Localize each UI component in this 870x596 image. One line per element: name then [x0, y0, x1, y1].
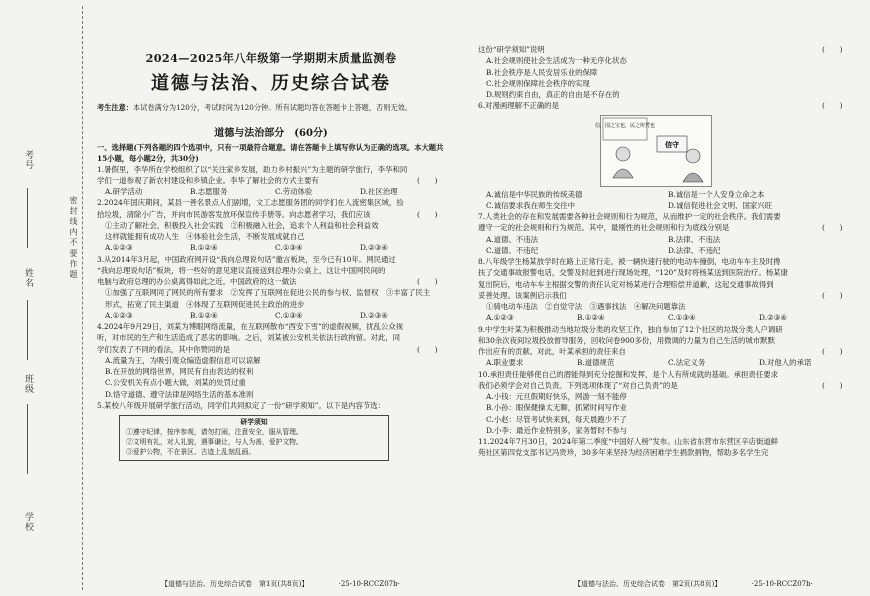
option-choice: D.社区治理 [360, 187, 398, 197]
option-choice: C.道德、不违纪 [486, 245, 539, 255]
option-choice: A.社会规则使社会生活成为一种无序化状态 [486, 56, 627, 66]
question-stem-line: 4.2024年9月29日，刘某为博眼网络流量，在互联网散布“西安下雪”的虚假视频，扰乱公众视 [97, 322, 404, 332]
footer-right-code: ·25-10-RCCZ07b· [751, 580, 813, 589]
label-kaohao: 考号 [23, 150, 33, 170]
exam-notice [97, 103, 445, 114]
question-stem-line: 扶了交通事故报警电话，交警及时赶到进行现场处理，“120”及时将杨某送到医院治疗。杨某康 [478, 268, 788, 278]
option-row [478, 189, 850, 200]
option-choice: A.小钱：元旦假期好快乐，网游一刻不能停 [486, 392, 627, 401]
answer-paren: ( ) [822, 223, 843, 233]
option-choice: C.小赵：尽管考试快来到，每天晨跑少不了 [486, 414, 627, 424]
question-block [97, 400, 445, 411]
question-stem-line: 作出应有的贡献。对此，叶某承担的责任来自 [478, 347, 626, 356]
option-choice: C.劳动体验 [275, 187, 313, 197]
research-box-item: ②文明有礼，对人礼貌，遇事谦让，与人为善，爱护文物。 [126, 437, 303, 446]
seal-notice: 密 封 线 内 不 要 作 题 [69, 196, 78, 278]
research-box-item: ①遵守纪律，按序参观，请勿打闹，注意安全，服从管理。 [126, 428, 303, 436]
option-row [478, 234, 850, 245]
question-block [478, 256, 850, 324]
option-choice: C.①③④ [668, 313, 696, 323]
question-stem-line: 和30余次夜间垃圾投放督导服务，回收问卷900多份，用微调的力量为自己生活的城市默默 [478, 335, 775, 345]
option-row [97, 242, 445, 253]
question-stem-line: 6.对漫画理解不正确的是 [478, 101, 559, 111]
option-choice: D.法律、不违纪 [668, 245, 721, 255]
exam-title-line1: 2024—2025年八年级第一学期期末质量监测卷 [145, 51, 397, 65]
banji-line [27, 404, 28, 474]
question-sub-statement: 这样就能拥有成功人生 ④体验社会生活，不断发展成就自己 [105, 232, 305, 242]
kaohao-line [27, 188, 28, 248]
question-stem-line: 1.暑假里，李华所在学校组织了以“关注家乡发展，助力乡村振兴”为主题的研学旅行，李华和同 [97, 164, 408, 174]
answer-paren: ( ) [417, 277, 438, 287]
question-stem-line: 8.八年级学生杨某放学时在路上正常行走，被一辆快速行驶的电动车撞倒，电动车车主及时搀 [478, 257, 781, 266]
right-questions [478, 44, 850, 459]
cartoon-figure-head [616, 147, 630, 161]
question-block [97, 321, 445, 400]
option-choice: C.法定义务 [668, 358, 706, 368]
question-block [478, 44, 850, 100]
question-stem-line: 妥善处理。该案例启示我们 [478, 290, 567, 300]
option-choice: C.①③④ [275, 310, 303, 320]
left-questions [97, 164, 445, 412]
exam-title-line2: 道德与法治、历史综合试卷 [151, 73, 391, 95]
option-choice: D.②③④ [360, 310, 388, 320]
section-instruction: 一、选择题(下列各题的四个选项中，只有一项最符合题意。请在答题卡上填写你认为正确的选项。本大题共15小题，每小题2分，共30分) [97, 142, 444, 163]
footer-left-text: 【道德与法治、历史综合试卷 第1页(共8页)】 [161, 580, 309, 589]
option-choice: A.诚信是中华民族的传统美德 [486, 189, 583, 199]
option-choice: B.法律、不违法 [668, 234, 721, 244]
question-stem-line: 复出院后，电动车车主根据交警的责任认定对杨某进行合理赔偿并道歉，这起交通事故得到 [478, 279, 774, 289]
option-choice: B.社会秩序是人民安居乐业的保障 [486, 67, 598, 77]
option-choice: B.志愿服务 [190, 187, 228, 197]
label-banji: 班级 [23, 374, 33, 394]
option-row [97, 186, 445, 197]
question-stem-line: 电脑与政府总理的办公桌离得如此之近。中国政府的这一做法 [97, 277, 297, 287]
question-stem-line: 5.某校八年级开展研学旅行活动，同学们共同拟定了一份“研学须知”。以下是内容节选： [97, 400, 386, 410]
option-choice: C.公安机关有点小题大做，刘某的处罚过重 [105, 378, 246, 388]
question-stem-line: 3.从2014年3月起，中国政府网开设“我向总理说句话”邀言板块，至今已有10年。网民通过 [97, 254, 396, 264]
option-choice: B.诚信是一个人安身立命之本 [668, 189, 765, 199]
option-choice: A.研学活动 [105, 187, 143, 197]
option-choice: A.①②③ [486, 313, 514, 323]
question-stem-line: 我们必须学会对自己负责。下列选项体现了“对自己负责”的是 [478, 380, 678, 390]
question-stem-line: 遵守一定的社会规则和行为规范。其中，最刚性的社会规则和行为底线分别是 [478, 223, 730, 233]
section-title: 道德与法治部分 (60分) [214, 128, 328, 140]
question-stem-line: 9.中学生叶某为积极推动当地垃圾分类的攻坚工作，独自参加了12个社区的垃圾分类人户调研 [478, 324, 783, 334]
label-xingming: 姓名 [23, 268, 33, 288]
option-choice: D.诚信促进社会文明、国家兴旺 [668, 200, 773, 210]
right-column [478, 0, 850, 596]
question-block [97, 197, 445, 253]
question-block [478, 100, 850, 211]
question-block [478, 324, 850, 369]
option-choice: A.道德、不违法 [486, 234, 539, 244]
answer-paren: ( ) [822, 347, 843, 356]
cartoon-image [594, 115, 712, 187]
option-row [478, 245, 850, 256]
question-sub-statement: ①加强了互联网同了网民的所有要求 ②发挥了互联网在促进公民的参与权、监督权 ③丰富了民主 [105, 288, 431, 298]
question-stem-line: 苑社区第四党支部书记冯贵珍，30多年来坚持为经济困难学生捐款捐物，帮助多名学生完 [478, 448, 769, 458]
answer-paren: ( ) [822, 45, 843, 54]
left-column [97, 0, 445, 596]
question-sub-statement: 形式，拓宽了民主渠道 ④体现了互联网促进民主政治的进步 [105, 299, 305, 309]
option-choice: B.①②④ [190, 243, 218, 253]
cartoon-figure-head [686, 149, 700, 163]
question-sub-statement: ①骑电动车违法 ②自觉守法 ③遇事找法 ④解决问题靠法 [486, 302, 686, 311]
notice-text: 本试卷满分为120分，考试时间为120分钟。所有试题均答在答题卡上答题，否则无效。 [132, 103, 412, 113]
option-choice: B.道德规范 [577, 358, 615, 368]
option-choice: D.②③④ [360, 243, 388, 253]
question-stem-line: 10.承担责任能够使自己的潜能得到充分挖掘和发挥，是个人有所成就的基础。承担责任要求 [478, 369, 778, 379]
option-choice: A.①②③ [105, 310, 133, 320]
question-stem-line: 学们一道参观了新农村建设和乡镇企业。李华了解社会的方式主要有 [97, 175, 319, 185]
footer-left-code: ·25-10-RCCZ07b· [338, 580, 400, 589]
xingming-line [27, 300, 28, 360]
option-choice: A.流量为王，为吸引观众编造虚假信息可以谅解 [105, 355, 261, 365]
notice-label: 考生注意： [97, 103, 133, 113]
cartoon-figure-body [613, 169, 633, 178]
option-choice: D.对他人的承诺 [759, 358, 812, 368]
answer-paren: ( ) [417, 209, 438, 219]
option-row [97, 310, 445, 321]
answer-paren: ( ) [822, 101, 843, 111]
option-choice: D.小李：最近作业特别多，家务暂时不参与 [486, 425, 628, 435]
research-box-heading: 研学须知 [240, 418, 268, 427]
option-choice: B.①②④ [577, 313, 605, 323]
research-box-item: ③爱护公物，不在景区、古迹上乱刻乱画。 [126, 447, 256, 456]
question-stem-line: “我向总理说句话”板块，将一些好的意见建议直接送到总理办公桌上，这让中国网民间的 [97, 265, 386, 275]
cartoon-sign-text: 信守 [665, 140, 679, 149]
question-block [478, 211, 850, 256]
option-row [478, 200, 850, 211]
question-stem-line: 学们发表了不同的看法，其中你赞同的是 [97, 344, 231, 354]
option-choice: C.社会规则保障社会秩序的实现 [486, 78, 590, 88]
answer-paren: ( ) [822, 380, 843, 390]
option-choice: D.规则约束自由，真正的自由是不存在的 [486, 90, 620, 99]
seal-line [82, 6, 83, 590]
binding-margin [0, 0, 88, 596]
answer-paren: ( ) [417, 175, 438, 185]
question-stem-line: 这份“研学须知”说明 [478, 45, 545, 54]
question-block [478, 436, 850, 459]
option-row [478, 312, 850, 323]
label-xuexiao: 学校 [23, 512, 33, 532]
footer-right-text: 【道德与法治、历史综合试卷 第2页(共8页)】 [574, 580, 722, 589]
cartoon-caption: 信，国之宝也，民之所凭也 [594, 122, 656, 129]
research-notice-box [119, 415, 389, 460]
cartoon-figure-body [683, 173, 703, 182]
option-choice: A.职业要求 [486, 358, 524, 368]
option-choice: B.①②④ [190, 310, 218, 320]
question-stem-line: 拾垃圾，清除小广告，并向市民游客发放环保宣传手册等。向志愿者学习，我们应该 [97, 209, 371, 219]
option-choice: C.诚信要求我在师生交往中 [486, 200, 576, 210]
question-sub-statement: ①主动了解社会，积极投入社会实践 ②积极融入社会，追求个人利益和社会利益效 [105, 220, 379, 230]
option-choice: D.恪守道德、遵守法律是网络生活的基本准则 [105, 389, 254, 399]
answer-paren: ( ) [417, 344, 438, 354]
option-choice: B.小孙：眼保健操太无聊，抓紧时间写作业 [486, 403, 627, 413]
question-stem-line: 7.人类社会的存在和发展需要各种社会规则和行为规范，从而维护一定的社会秩序。我们需要 [478, 212, 781, 221]
question-block [97, 164, 445, 198]
option-choice: A.①②③ [105, 243, 133, 253]
option-choice: B.在开放的网络世界，网民有自由表达的权利 [105, 367, 254, 377]
option-choice: D.②③④ [759, 313, 787, 323]
option-choice: C.①③④ [275, 243, 303, 253]
question-block [478, 369, 850, 437]
option-row [478, 357, 850, 368]
footer-right [574, 579, 813, 590]
question-stem-line: 11.2024年7月30日，2024年第二季度“中国好人榜”发布。山东省东营市东营区辛店街道鲜 [478, 437, 779, 446]
footer-left [161, 579, 400, 590]
question-stem-line: 2.2024年国庆期间，某县一善名景点人们剧增，文工志愿服务团的同学们在人流密集区域，捡 [97, 198, 404, 208]
question-block [97, 254, 445, 322]
question-stem-line: 听，对市民的生产和生活造成了恶劣的影响。之后，刘某被公安机关依法行政拘留。对此，同 [97, 333, 401, 343]
answer-paren: ( ) [822, 290, 843, 300]
